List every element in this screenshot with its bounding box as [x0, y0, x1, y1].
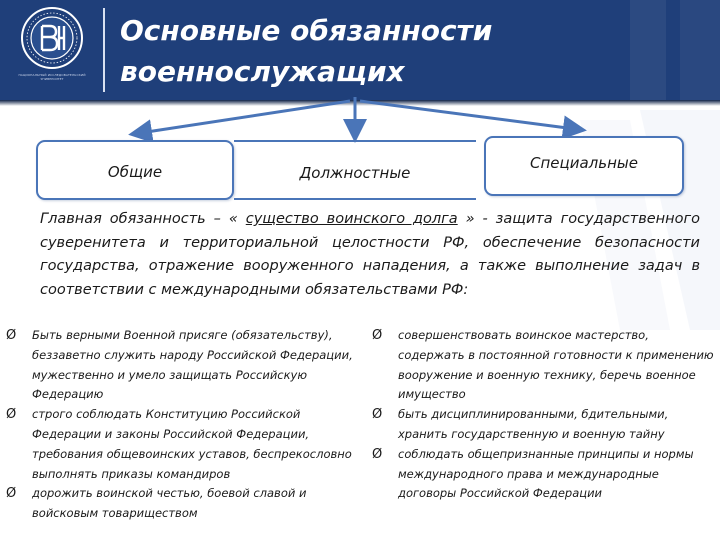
- military-duty-essence: существо воинского долга: [245, 211, 458, 227]
- page-title: [120, 10, 540, 92]
- list-item-text: соблюдать общепризнанные принципы и нормы международного права и международные договоры Российской Федерации: [398, 446, 694, 501]
- category-special-label: Специальные: [530, 154, 638, 172]
- category-general: [36, 140, 234, 200]
- category-general-label: Общие: [107, 163, 163, 181]
- arrow-bullet-icon: Ø: [6, 407, 17, 423]
- main-duty-text-start: Главная обязанность – «: [40, 211, 246, 227]
- arrow-bullet-icon: Ø: [372, 328, 383, 343]
- arrow-bullet-icon: Ø: [6, 328, 17, 343]
- list-item-text: строго соблюдать Конституцию Российской Федерации и законы Российской Федерации, требования общевоинских уставов, беспрекословно выполнять приказы командиров: [32, 407, 352, 481]
- main-duty-paragraph: [40, 208, 700, 302]
- hse-university-logo-icon: [20, 6, 84, 70]
- title-line-1: Основные обязанности: [120, 14, 493, 47]
- arrow-bullet-icon: Ø: [372, 407, 383, 423]
- list-item: [6, 484, 368, 524]
- right-duties-list: [372, 326, 718, 504]
- list-item-text: совершенствовать воинское мастерство, содержать в постоянной готовности к применению вооружение и военную технику, беречь военное имущество: [398, 328, 714, 402]
- arrow-bullet-icon: Ø: [372, 446, 383, 462]
- header-banner: [0, 0, 720, 100]
- list-item: [6, 405, 368, 484]
- university-logo: [6, 6, 98, 94]
- category-official: [234, 140, 476, 200]
- list-item: [372, 326, 718, 405]
- left-duties-list: [6, 326, 368, 524]
- logo-caption: НАЦИОНАЛЬНЫЙ ИССЛЕДОВАТЕЛЬСКИЙ УНИВЕРСИТЕТ: [18, 73, 86, 81]
- list-item: [372, 405, 718, 445]
- category-special: [484, 136, 684, 196]
- list-item: [6, 326, 368, 405]
- category-official-label: Должностные: [299, 164, 411, 182]
- list-item: [372, 445, 718, 504]
- list-item-text: Быть верными Военной присяге (обязательству), беззаветно служить народу Российской Федерации, мужественно и умело защищать Российскую Федерацию: [32, 328, 353, 402]
- arrow-bullet-icon: Ø: [6, 486, 17, 502]
- list-item-text: быть дисциплинированными, бдительными, хранить государственную и военную тайну: [398, 407, 669, 441]
- list-item-text: дорожить воинской честью, боевой славой и войсковым товариществом: [32, 486, 307, 521]
- title-line-2: военнослужащих: [120, 55, 405, 88]
- header-divider: [103, 8, 105, 92]
- main-duty-text-end: » - защита государственного суверенитета и территориальной целостности РФ, обеспечение безопасности государства, отражение вооруженного нападения, а также выполнение задач в соответствии с международными обязательствами РФ:: [40, 211, 700, 298]
